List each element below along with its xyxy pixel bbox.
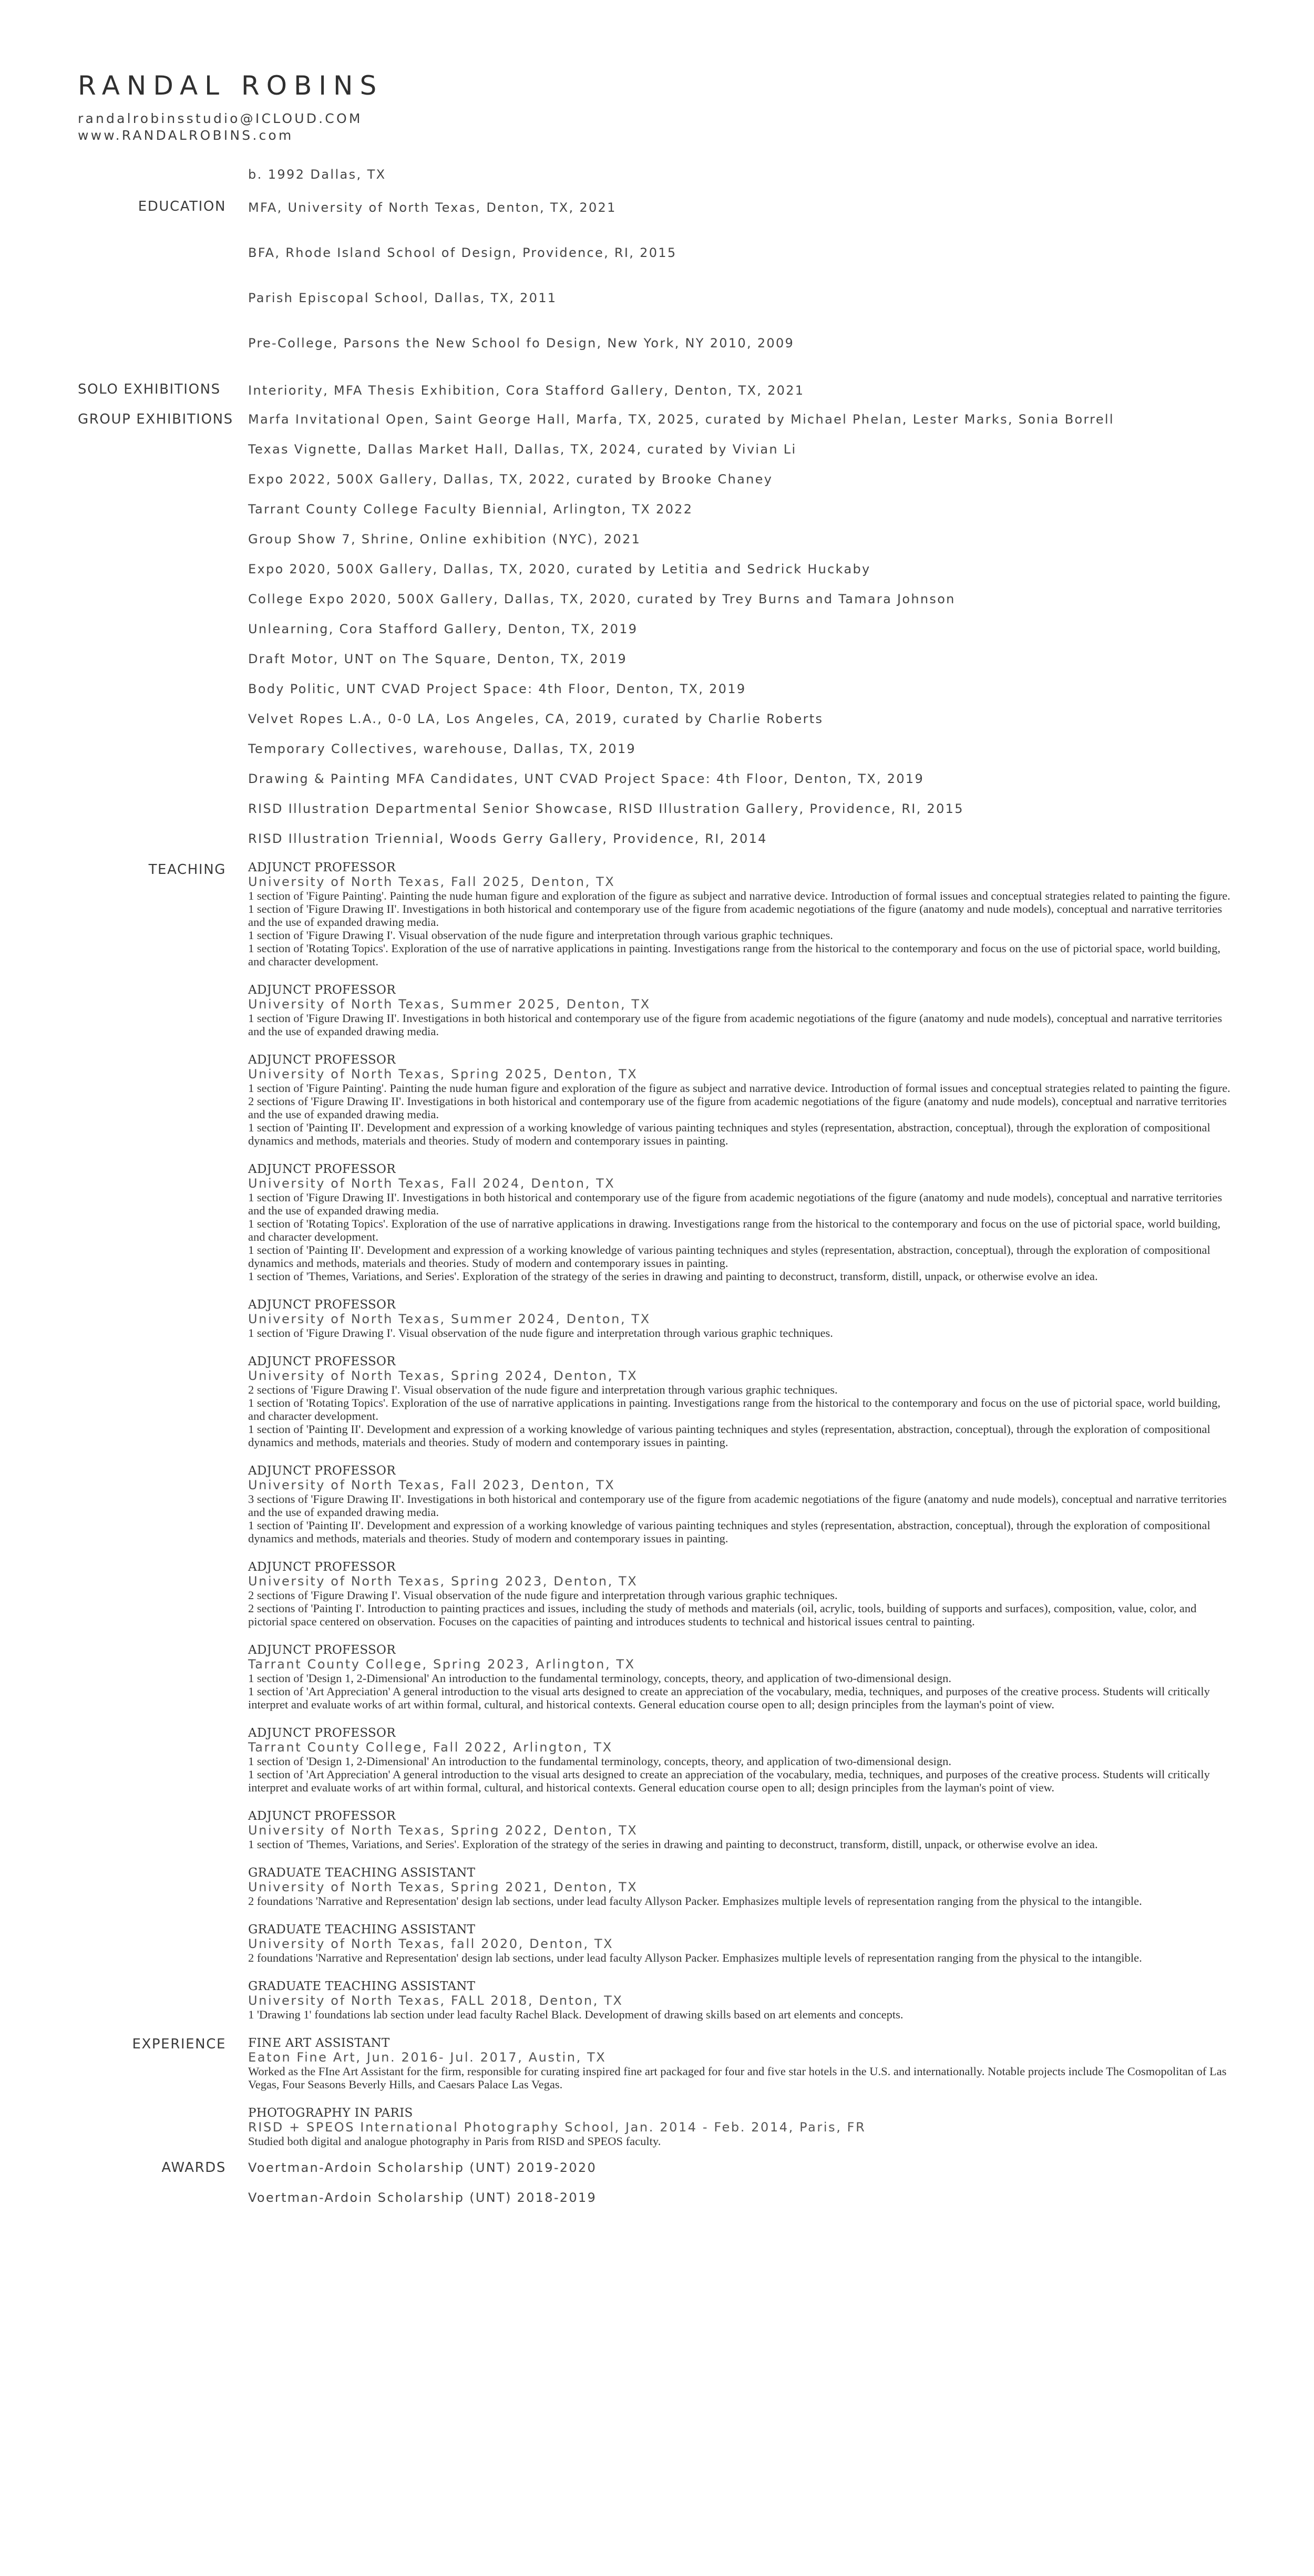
teaching-heading: TEACHING — [148, 862, 226, 878]
course-description: 1 section of 'Rotating Topics'. Exploration of the use of narrative applications in drawing. Investigations range from the historical to the contemporary and focus on the use of pictorial space, world building, and character development. — [248, 1217, 1221, 1243]
course-description: 2 sections of 'Figure Drawing I'. Visual observation of the nude figure and interpretation through various graphic techniques. — [248, 1589, 838, 1602]
group-exhibition-item: Body Politic, UNT CVAD Project Space: 4th Floor, Denton, TX, 2019 — [248, 682, 746, 696]
course-descriptions — [248, 1492, 1236, 1545]
teaching-institution: University of North Texas, Summer 2024, Denton, TX — [248, 1312, 651, 1326]
course-description: 1 section of 'Painting II'. Development and expression of a working knowledge of various painting techniques and styles (representation, abstraction, conceptual), through the exploration of compositional dynamics and methods, materials and theories. Study of modern and contemporary issues in painting. — [248, 1121, 1210, 1147]
course-description: 1 section of 'Design 1, 2-Dimensional' An introduction to the fundamental terminology, concepts, theory, and application of two-dimensional design. — [248, 1672, 952, 1685]
group-exhibitions-heading: GROUP EXHIBITIONS — [78, 411, 233, 427]
teaching-entry — [248, 861, 1236, 968]
teaching-institution: Tarrant County College, Fall 2022, Arlington, TX — [248, 1740, 613, 1755]
teaching-institution: University of North Texas, Fall 2025, Denton, TX — [248, 874, 615, 889]
awards-heading: AWARDS — [161, 2160, 226, 2176]
teaching-institution: University of North Texas, Spring 2021, Denton, TX — [248, 1880, 638, 1894]
teaching-institution: University of North Texas, Fall 2023, Denton, TX — [248, 1478, 615, 1492]
group-exhibition-item: Draft Motor, UNT on The Square, Denton, TX, 2019 — [248, 652, 627, 666]
course-description: 1 section of 'Figure Drawing I'. Visual observation of the nude figure and interpretation through various graphic techniques. — [248, 1326, 833, 1339]
experience-role: PHOTOGRAPHY IN PARIS — [248, 2106, 413, 2120]
group-exhibition-item: RISD Illustration Departmental Senior Showcase, RISD Illustration Gallery, Providence, RI, 2015 — [248, 801, 964, 816]
course-description: 1 section of 'Figure Drawing II'. Investigations in both historical and contemporary use of the figure from academic negotiations of the figure (anatomy and nude models), conceptual and narrative territories and the use of expanded drawing media. — [248, 902, 1223, 929]
education-item: MFA, University of North Texas, Denton, TX, 2021 — [248, 200, 617, 215]
solo-exhibition-item: Interiority, MFA Thesis Exhibition, Cora Stafford Gallery, Denton, TX, 2021 — [248, 383, 805, 398]
course-description: 1 section of 'Painting II'. Development and expression of a working knowledge of various painting techniques and styles (representation, abstraction, conceptual), through the exploration of compositional dynamics and methods, materials and theories. Study of modern and contemporary issues in painting. — [248, 1243, 1210, 1270]
website-link[interactable]: www.RANDALROBINS.com — [78, 128, 294, 143]
group-exhibition-item: Drawing & Painting MFA Candidates, UNT CVAD Project Space: 4th Floor, Denton, TX, 2019 — [248, 771, 925, 786]
teaching-role: ADJUNCT PROFESSOR — [248, 1162, 396, 1176]
course-descriptions — [248, 889, 1236, 968]
teaching-entry — [248, 1980, 1236, 2021]
group-exhibition-item: Velvet Ropes L.A., 0-0 LA, Los Angeles, CA, 2019, curated by Charlie Roberts — [248, 712, 824, 726]
course-description: 1 section of 'Rotating Topics'. Exploration of the use of narrative applications in painting. Investigations range from the historical to the contemporary and focus on the use of pictorial space, world building, and character development. — [248, 942, 1221, 968]
course-descriptions — [248, 1838, 1236, 1851]
teaching-entry — [248, 1560, 1236, 1628]
teaching-institution: University of North Texas, Summer 2025, Denton, TX — [248, 997, 651, 1012]
group-exhibition-item: RISD Illustration Triennial, Woods Gerry Gallery, Providence, RI, 2014 — [248, 831, 767, 846]
course-description: 2 sections of 'Painting I'. Introduction to painting practices and issues, including the study of methods and materials (oil, acrylic, tools, building of supports and surfaces), composition, value, color, and pictorial space centered on observation. Focuses on the capacities of painting and introduces students to technical and historical issues central to painting. — [248, 1602, 1197, 1628]
resume-header — [78, 70, 384, 144]
teaching-role: ADJUNCT PROFESSOR — [248, 1809, 396, 1823]
group-exhibition-item: College Expo 2020, 500X Gallery, Dallas, TX, 2020, curated by Trey Burns and Tamara Johnson — [248, 592, 956, 606]
award-item: Voertman-Ardoin Scholarship (UNT) 2018-2019 — [248, 2190, 597, 2205]
group-exhibition-item: Expo 2020, 500X Gallery, Dallas, TX, 2020, curated by Letitia and Sedrick Huckaby — [248, 562, 871, 576]
course-descriptions — [248, 1951, 1236, 1964]
group-exhibition-item: Group Show 7, Shrine, Online exhibition (NYC), 2021 — [248, 532, 641, 547]
teaching-entry — [248, 1643, 1236, 1711]
teaching-list — [132, 861, 1236, 2220]
teaching-institution: University of North Texas, Spring 2023, Denton, TX — [248, 1574, 638, 1589]
course-descriptions — [248, 2008, 1236, 2021]
email-address[interactable]: randalrobinsstudio@ICLOUD.COM — [78, 111, 363, 126]
group-exhibition-item: Expo 2022, 500X Gallery, Dallas, TX, 2022, curated by Brooke Chaney — [248, 472, 773, 487]
course-descriptions — [248, 1081, 1236, 1147]
teaching-institution: University of North Texas, Spring 2024, Denton, TX — [248, 1368, 638, 1383]
group-exhibition-item: Marfa Invitational Open, Saint George Hall, Marfa, TX, 2025, curated by Michael Phelan, Lester Marks, Sonia Borrell — [248, 412, 1114, 427]
course-description: 1 section of 'Art Appreciation' A general introduction to the visual arts designed to create an appreciation of the vocabulary, media, techniques, and purposes of the creative process. Students will critically interpret and evaluate works of art within formal, cultural, and historical contexts. General education course open to all; design principles from the layman's point of view. — [248, 1768, 1210, 1794]
teaching-role: GRADUATE TEACHING ASSISTANT — [248, 1866, 476, 1880]
teaching-institution: University of North Texas, Fall 2024, Denton, TX — [248, 1176, 615, 1191]
teaching-entry — [248, 1053, 1236, 1147]
course-description: 3 sections of 'Figure Drawing II'. Investigations in both historical and contemporary use of the figure from academic negotiations of the figure (anatomy and nude models), conceptual and narrative territories and the use of expanded drawing media. — [248, 1492, 1227, 1519]
teaching-role: ADJUNCT PROFESSOR — [248, 983, 396, 997]
teaching-institution: Tarrant County College, Spring 2023, Arlington, TX — [248, 1657, 635, 1672]
teaching-entry — [248, 1923, 1236, 1964]
experience-role: FINE ART ASSISTANT — [248, 2036, 390, 2050]
experience-employer: Eaton Fine Art, Jun. 2016- Jul. 2017, Austin, TX — [248, 2050, 607, 2065]
course-description: 1 section of 'Figure Painting'. Painting the nude human figure and exploration of the figure as subject and narrative device. Introduction of formal issues and conceptual strategies related to painting the figure. — [248, 1081, 1230, 1095]
course-description: 2 sections of 'Figure Drawing I'. Visual observation of the nude figure and interpretation through various graphic techniques. — [248, 1383, 838, 1396]
experience-employer: RISD + SPEOS International Photography School, Jan. 2014 - Feb. 2014, Paris, FR — [248, 2120, 866, 2135]
artist-name: RANDAL ROBINS — [78, 70, 384, 101]
group-exhibition-item: Temporary Collectives, warehouse, Dallas, TX, 2019 — [248, 741, 636, 756]
teaching-entry — [248, 1162, 1236, 1283]
course-descriptions — [248, 1191, 1236, 1283]
course-description: 1 section of 'Themes, Variations, and Series'. Exploration of the strategy of the series in drawing and painting to deconstruct, transform, distill, unpack, or otherwise evolve an idea. — [248, 1838, 1098, 1851]
teaching-role: GRADUATE TEACHING ASSISTANT — [248, 1923, 476, 1936]
solo-exhibitions-heading: SOLO EXHIBITIONS — [78, 382, 221, 397]
birth-info: b. 1992 Dallas, TX — [248, 167, 386, 182]
course-description: 1 section of 'Painting II'. Development and expression of a working knowledge of various painting techniques and styles (representation, abstraction, conceptual), through the exploration of compositional dynamics and methods, materials and theories. Study of modern and contemporary issues in painting. — [248, 1423, 1210, 1449]
course-descriptions — [248, 1012, 1236, 1038]
course-descriptions — [248, 1755, 1236, 1794]
teaching-institution: University of North Texas, Spring 2022, Denton, TX — [248, 1823, 638, 1838]
course-description: 1 section of 'Figure Drawing II'. Investigations in both historical and contemporary use of the figure from academic negotiations of the figure (anatomy and nude models), conceptual and narrative territories and the use of expanded drawing media. — [248, 1191, 1223, 1217]
teaching-role: ADJUNCT PROFESSOR — [248, 1298, 396, 1312]
course-descriptions — [248, 1672, 1236, 1711]
education-item: Parish Episcopal School, Dallas, TX, 2011 — [248, 291, 557, 305]
course-description: 1 section of 'Painting II'. Development and expression of a working knowledge of various painting techniques and styles (representation, abstraction, conceptual), through the exploration of compositional dynamics and methods, materials and theories. Study of modern and contemporary issues in painting. — [248, 1519, 1210, 1545]
teaching-entry — [248, 1866, 1236, 1908]
experience-heading: EXPERIENCE — [132, 2036, 226, 2052]
teaching-institution: University of North Texas, FALL 2018, Denton, TX — [248, 1993, 623, 2008]
experience-descriptions — [248, 2135, 1236, 2148]
teaching-role: ADJUNCT PROFESSOR — [248, 1355, 396, 1368]
course-description: 1 section of 'Rotating Topics'. Exploration of the use of narrative applications in painting. Investigations range from the historical to the contemporary and focus on the use of pictorial space, world building, and character development. — [248, 1396, 1221, 1423]
teaching-institution: University of North Texas, Spring 2025, Denton, TX — [248, 1067, 638, 1081]
teaching-entry — [248, 1726, 1236, 1794]
course-description: 1 section of 'Art Appreciation' A general introduction to the visual arts designed to create an appreciation of the vocabulary, media, techniques, and purposes of the creative process. Students will critically interpret and evaluate works of art within formal, cultural, and historical contexts. General education course open to all; design principles from the layman's point of view. — [248, 1685, 1210, 1711]
course-description: 2 foundations 'Narrative and Representation' design lab sections, under lead faculty Allyson Packer. Emphasizes multiple levels of representation ranging from the physical to the intangible. — [248, 1951, 1142, 1964]
experience-section — [132, 2036, 1236, 2148]
experience-description: Worked as the FIne Art Assistant for the firm, responsible for curating inspired fine art packaged for four and five star hotels in the U.S. and internationally. Notable projects include The Cosmopolitan of Las Vegas, Four Seasons Beverly Hills, and Caesars Palace Las Vegas. — [248, 2065, 1227, 2091]
course-description: 1 section of 'Themes, Variations, and Series'. Exploration of the strategy of the series in drawing and painting to deconstruct, transform, distill, unpack, or otherwise evolve an idea. — [248, 1270, 1098, 1283]
teaching-institution: University of North Texas, fall 2020, Denton, TX — [248, 1936, 614, 1951]
course-description: 1 section of 'Design 1, 2-Dimensional' An introduction to the fundamental terminology, concepts, theory, and application of two-dimensional design. — [248, 1755, 952, 1768]
teaching-role: ADJUNCT PROFESSOR — [248, 861, 396, 874]
teaching-entry — [248, 1809, 1236, 1851]
course-descriptions — [248, 1589, 1236, 1628]
course-descriptions — [248, 1894, 1236, 1908]
course-description: 1 'Drawing 1' foundations lab section under lead faculty Rachel Black. Development of drawing skills based on art elements and concepts. — [248, 2008, 904, 2021]
teaching-entry — [248, 1355, 1236, 1449]
course-descriptions — [248, 1326, 1236, 1339]
awards-section — [161, 2160, 1236, 2220]
group-exhibitions-list — [248, 411, 1114, 861]
group-exhibition-item: Texas Vignette, Dallas Market Hall, Dallas, TX, 2024, curated by Vivian Li — [248, 442, 797, 457]
course-description: 2 foundations 'Narrative and Representation' design lab sections, under lead faculty Allyson Packer. Emphasizes multiple levels of representation ranging from the physical to the intangible. — [248, 1894, 1142, 1908]
teaching-entry — [248, 1464, 1236, 1545]
course-descriptions — [248, 1383, 1236, 1449]
education-heading: EDUCATION — [138, 199, 226, 214]
education-item: BFA, Rhode Island School of Design, Providence, RI, 2015 — [248, 245, 677, 260]
award-item: Voertman-Ardoin Scholarship (UNT) 2019-2020 — [248, 2160, 597, 2175]
teaching-role: ADJUNCT PROFESSOR — [248, 1726, 396, 1740]
teaching-role: ADJUNCT PROFESSOR — [248, 1053, 396, 1067]
course-description: 1 section of 'Figure Drawing I'. Visual observation of the nude figure and interpretation through various graphic techniques. — [248, 929, 833, 942]
experience-entry — [248, 2036, 1236, 2091]
experience-descriptions — [248, 2065, 1236, 2091]
teaching-role: ADJUNCT PROFESSOR — [248, 1464, 396, 1478]
group-exhibition-item: Unlearning, Cora Stafford Gallery, Denton, TX, 2019 — [248, 622, 638, 636]
experience-description: Studied both digital and analogue photography in Paris from RISD and SPEOS faculty. — [248, 2135, 661, 2148]
education-item: Pre-College, Parsons the New School fo Design, New York, NY 2010, 2009 — [248, 336, 795, 351]
course-description: 1 section of 'Figure Drawing II'. Investigations in both historical and contemporary use of the figure from academic negotiations of the figure (anatomy and nude models), conceptual and narrative territories and the use of expanded drawing media. — [248, 1012, 1223, 1038]
teaching-entry — [248, 983, 1236, 1038]
group-exhibition-item: Tarrant County College Faculty Biennial, Arlington, TX 2022 — [248, 502, 693, 517]
teaching-entry — [248, 1298, 1236, 1339]
teaching-role: ADJUNCT PROFESSOR — [248, 1643, 396, 1657]
course-description: 1 section of 'Figure Painting'. Painting the nude human figure and exploration of the figure as subject and narrative device. Introduction of formal issues and conceptual strategies related to painting the figure. — [248, 889, 1230, 902]
teaching-role: ADJUNCT PROFESSOR — [248, 1560, 396, 1574]
teaching-role: GRADUATE TEACHING ASSISTANT — [248, 1980, 476, 1993]
experience-entry — [248, 2106, 1236, 2148]
course-description: 2 sections of 'Figure Drawing II'. Investigations in both historical and contemporary use of the figure from academic negotiations of the figure (anatomy and nude models), conceptual and narrative territories and the use of expanded drawing media. — [248, 1095, 1227, 1121]
